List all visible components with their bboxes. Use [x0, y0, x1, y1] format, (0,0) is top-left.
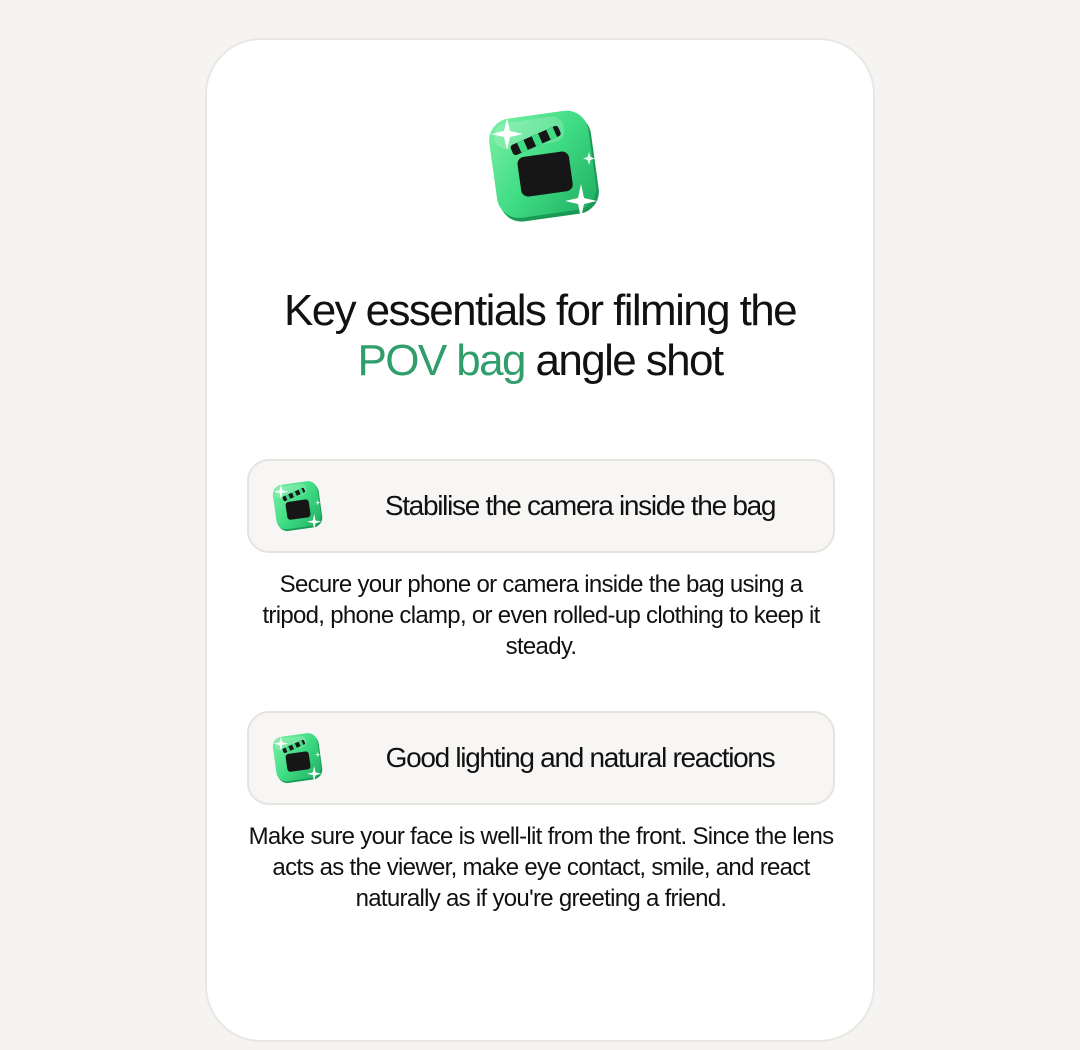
tip-description: Secure your phone or camera inside the bag using a tripod, phone clamp, or even rolled-up clothing to keep it steady.	[262, 571, 820, 660]
clapperboard-icon	[271, 479, 325, 533]
tip-description: Make sure your face is well-lit from the front. Since the lens acts as the viewer, make eye contact, smile, and react naturally as if you're greeting a friend.	[248, 823, 834, 912]
title-accent: POV bag	[357, 336, 525, 385]
clapperboard-icon	[271, 731, 325, 785]
tip-header-lighting	[247, 711, 835, 805]
tips-card	[205, 38, 875, 1042]
clapperboard-icon	[485, 106, 605, 226]
title-line-2: angle shot	[535, 336, 723, 385]
tip-heading: Stabilise the camera inside the bag	[384, 490, 776, 521]
title-line-1: Key essentials for filming the	[283, 286, 797, 335]
tip-header-stabilise	[247, 459, 835, 553]
tip-heading: Good lighting and natural reactions	[385, 742, 775, 773]
page-title	[207, 286, 873, 386]
